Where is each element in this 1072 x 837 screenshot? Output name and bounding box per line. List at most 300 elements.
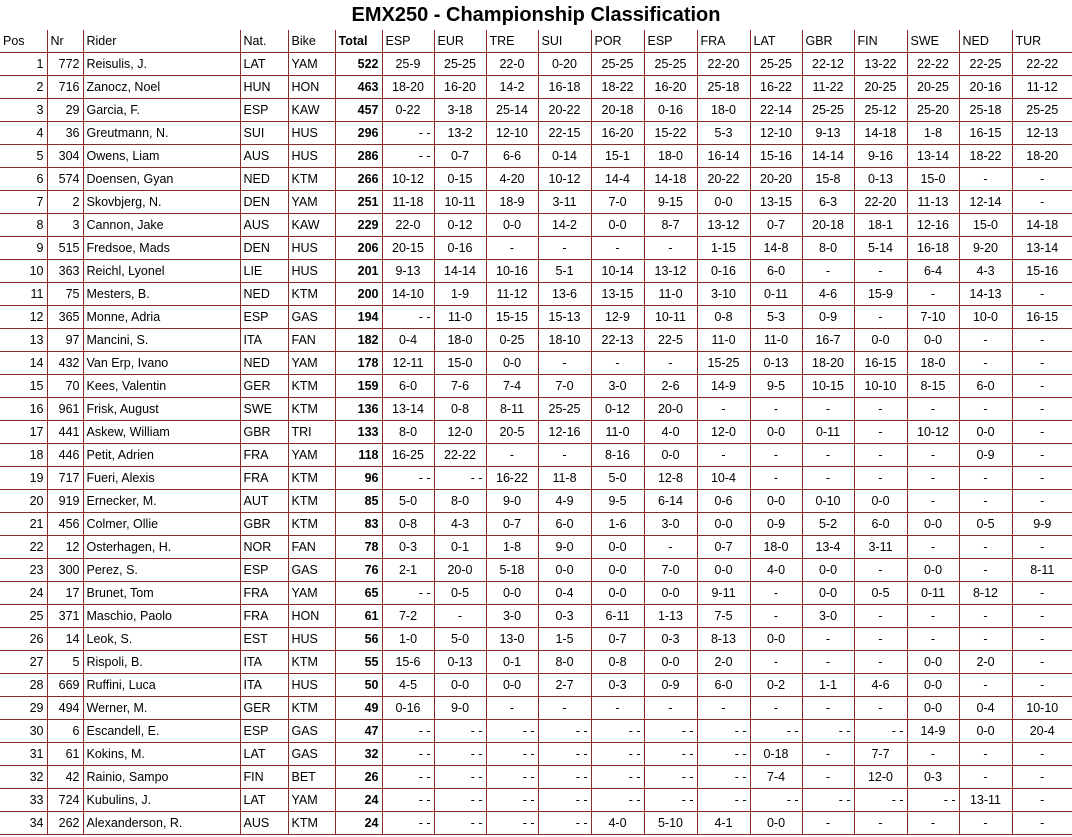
race-result: - -: [538, 766, 591, 789]
race-result: 25-25: [644, 53, 697, 76]
race-result: 16-25: [382, 444, 434, 467]
race-result: 22-22: [1012, 53, 1072, 76]
nationality-cell: AUS: [240, 145, 288, 168]
race-result: 6-0: [750, 260, 802, 283]
race-result: - -: [697, 743, 750, 766]
rider-name: Alexanderson, R.: [83, 812, 240, 835]
race-result: -: [1012, 283, 1072, 306]
race-result: -: [854, 421, 907, 444]
table-row: [0, 283, 1072, 306]
position-cell: 33: [0, 789, 47, 812]
race-result: 3-0: [802, 605, 854, 628]
race-result: 0-7: [434, 145, 486, 168]
column-header[interactable]: SWE: [907, 30, 959, 53]
race-result: 9-13: [802, 122, 854, 145]
total-points: 178: [335, 352, 382, 375]
total-points: 457: [335, 99, 382, 122]
race-result: 0-14: [538, 145, 591, 168]
total-points: 251: [335, 191, 382, 214]
column-header[interactable]: FIN: [854, 30, 907, 53]
race-result: - -: [486, 789, 538, 812]
table-row: [0, 398, 1072, 421]
race-result: 0-0: [907, 674, 959, 697]
position-cell: 6: [0, 168, 47, 191]
race-result: 13-12: [644, 260, 697, 283]
race-result: -: [1012, 467, 1072, 490]
race-result: 0-15: [434, 168, 486, 191]
total-points: 296: [335, 122, 382, 145]
nationality-cell: GBR: [240, 513, 288, 536]
nationality-cell: LAT: [240, 789, 288, 812]
position-cell: 4: [0, 122, 47, 145]
rider-name: Werner, M.: [83, 697, 240, 720]
position-cell: 26: [0, 628, 47, 651]
race-result: - -: [382, 467, 434, 490]
nationality-cell: FRA: [240, 605, 288, 628]
race-result: 0-0: [907, 697, 959, 720]
race-result: 10-12: [907, 421, 959, 444]
nationality-cell: LIE: [240, 260, 288, 283]
total-points: 47: [335, 720, 382, 743]
race-result: - -: [382, 145, 434, 168]
race-result: 3-18: [434, 99, 486, 122]
race-result: -: [959, 352, 1012, 375]
column-header[interactable]: ESP: [382, 30, 434, 53]
race-result: -: [959, 766, 1012, 789]
bike-cell: KTM: [288, 375, 335, 398]
race-result: 18-9: [486, 191, 538, 214]
nationality-cell: GER: [240, 375, 288, 398]
column-header[interactable]: SUI: [538, 30, 591, 53]
race-result: 15-1: [591, 145, 644, 168]
race-result: -: [697, 697, 750, 720]
race-result: -: [802, 628, 854, 651]
total-points: 61: [335, 605, 382, 628]
total-points: 26: [335, 766, 382, 789]
rider-name: Rainio, Sampo: [83, 766, 240, 789]
race-result: 20-18: [802, 214, 854, 237]
race-result: 13-4: [802, 536, 854, 559]
race-result: -: [802, 651, 854, 674]
race-result: - -: [382, 766, 434, 789]
table-row: [0, 490, 1072, 513]
race-result: 1-15: [697, 237, 750, 260]
nationality-cell: ITA: [240, 674, 288, 697]
race-result: 2-1: [382, 559, 434, 582]
column-header[interactable]: LAT: [750, 30, 802, 53]
race-result: -: [486, 237, 538, 260]
header-row: [0, 30, 1072, 53]
race-result: 25-25: [538, 398, 591, 421]
table-row: [0, 651, 1072, 674]
race-result: - -: [538, 789, 591, 812]
total-points: 206: [335, 237, 382, 260]
race-result: 18-22: [959, 145, 1012, 168]
race-result: 16-18: [538, 76, 591, 99]
table-row: [0, 352, 1072, 375]
race-result: 8-13: [697, 628, 750, 651]
race-result: 5-10: [644, 812, 697, 835]
race-result: -: [1012, 812, 1072, 835]
race-result: -: [907, 467, 959, 490]
race-result: 0-3: [907, 766, 959, 789]
number-cell: 456: [47, 513, 83, 536]
rider-name: Leok, S.: [83, 628, 240, 651]
race-result: 15-8: [802, 168, 854, 191]
number-cell: 363: [47, 260, 83, 283]
race-result: 7-7: [854, 743, 907, 766]
column-header[interactable]: FRA: [697, 30, 750, 53]
race-result: 25-9: [382, 53, 434, 76]
rider-name: Reisulis, J.: [83, 53, 240, 76]
race-result: 0-0: [854, 329, 907, 352]
race-result: 16-20: [644, 76, 697, 99]
race-result: 0-8: [591, 651, 644, 674]
race-result: 13-6: [538, 283, 591, 306]
race-result: 13-14: [907, 145, 959, 168]
column-header[interactable]: POR: [591, 30, 644, 53]
position-cell: 16: [0, 398, 47, 421]
race-result: -: [591, 352, 644, 375]
race-result: 1-8: [486, 536, 538, 559]
number-cell: 772: [47, 53, 83, 76]
race-result: -: [591, 697, 644, 720]
race-result: -: [802, 697, 854, 720]
race-result: 20-5: [486, 421, 538, 444]
total-points: 463: [335, 76, 382, 99]
position-cell: 21: [0, 513, 47, 536]
race-result: 0-7: [591, 628, 644, 651]
race-result: -: [907, 743, 959, 766]
race-result: - -: [750, 789, 802, 812]
column-header[interactable]: Nat.: [240, 30, 288, 53]
table-row: [0, 513, 1072, 536]
column-header[interactable]: Bike: [288, 30, 335, 53]
race-result: - -: [697, 789, 750, 812]
race-result: 6-0: [959, 375, 1012, 398]
position-cell: 30: [0, 720, 47, 743]
column-header[interactable]: TUR: [1012, 30, 1072, 53]
column-header[interactable]: NED: [959, 30, 1012, 53]
number-cell: 29: [47, 99, 83, 122]
race-result: 0-0: [644, 651, 697, 674]
race-result: 12-16: [907, 214, 959, 237]
race-result: -: [959, 743, 1012, 766]
total-points: 194: [335, 306, 382, 329]
table-row: [0, 582, 1072, 605]
race-result: -: [854, 444, 907, 467]
race-result: - -: [591, 720, 644, 743]
race-result: 20-25: [854, 76, 907, 99]
race-result: - -: [591, 743, 644, 766]
total-points: 50: [335, 674, 382, 697]
number-cell: 36: [47, 122, 83, 145]
race-result: 14-14: [802, 145, 854, 168]
race-result: 4-20: [486, 168, 538, 191]
race-result: 9-11: [697, 582, 750, 605]
race-result: 15-0: [959, 214, 1012, 237]
race-result: - -: [382, 306, 434, 329]
race-result: -: [486, 444, 538, 467]
nationality-cell: FRA: [240, 467, 288, 490]
race-result: -: [959, 467, 1012, 490]
race-result: 1-6: [591, 513, 644, 536]
race-result: - -: [538, 720, 591, 743]
nationality-cell: DEN: [240, 237, 288, 260]
race-result: 22-20: [697, 53, 750, 76]
race-result: 5-18: [486, 559, 538, 582]
table-row: [0, 168, 1072, 191]
nationality-cell: NED: [240, 283, 288, 306]
rider-name: Fredsoe, Mads: [83, 237, 240, 260]
race-result: 16-7: [802, 329, 854, 352]
race-result: 10-14: [591, 260, 644, 283]
race-result: 13-0: [486, 628, 538, 651]
total-points: 24: [335, 812, 382, 835]
race-result: - -: [382, 812, 434, 835]
race-result: - -: [434, 812, 486, 835]
rider-name: Kokins, M.: [83, 743, 240, 766]
race-result: 18-20: [1012, 145, 1072, 168]
total-points: 118: [335, 444, 382, 467]
race-result: 1-8: [907, 122, 959, 145]
position-cell: 10: [0, 260, 47, 283]
race-result: 0-0: [591, 536, 644, 559]
race-result: 12-8: [644, 467, 697, 490]
bike-cell: KTM: [288, 651, 335, 674]
race-result: 0-0: [486, 674, 538, 697]
rider-name: Mancini, S.: [83, 329, 240, 352]
position-cell: 28: [0, 674, 47, 697]
race-result: 20-4: [1012, 720, 1072, 743]
race-result: -: [1012, 191, 1072, 214]
race-result: -: [802, 467, 854, 490]
column-header[interactable]: TRE: [486, 30, 538, 53]
column-header[interactable]: Nr: [47, 30, 83, 53]
race-result: 13-11: [959, 789, 1012, 812]
total-points: 78: [335, 536, 382, 559]
race-result: 0-3: [644, 628, 697, 651]
race-result: 0-3: [538, 605, 591, 628]
race-result: -: [750, 605, 802, 628]
number-cell: 12: [47, 536, 83, 559]
race-result: 6-3: [802, 191, 854, 214]
number-cell: 304: [47, 145, 83, 168]
race-result: 1-13: [644, 605, 697, 628]
position-cell: 7: [0, 191, 47, 214]
race-result: 0-8: [697, 306, 750, 329]
race-result: 0-3: [382, 536, 434, 559]
race-result: 18-0: [697, 99, 750, 122]
race-result: 14-9: [907, 720, 959, 743]
bike-cell: KTM: [288, 283, 335, 306]
race-result: 9-5: [591, 490, 644, 513]
bike-cell: HON: [288, 605, 335, 628]
total-points: 200: [335, 283, 382, 306]
nationality-cell: FRA: [240, 444, 288, 467]
bike-cell: KTM: [288, 168, 335, 191]
race-result: 0-13: [434, 651, 486, 674]
rider-name: Kees, Valentin: [83, 375, 240, 398]
race-result: -: [1012, 674, 1072, 697]
bike-cell: KAW: [288, 99, 335, 122]
position-cell: 15: [0, 375, 47, 398]
race-result: 0-0: [907, 329, 959, 352]
race-result: - -: [434, 789, 486, 812]
race-result: - -: [382, 789, 434, 812]
total-points: 32: [335, 743, 382, 766]
bike-cell: FAN: [288, 536, 335, 559]
race-result: - -: [486, 743, 538, 766]
rider-name: Perez, S.: [83, 559, 240, 582]
race-result: -: [1012, 651, 1072, 674]
race-result: -: [1012, 605, 1072, 628]
race-result: - -: [486, 720, 538, 743]
race-result: 0-0: [802, 559, 854, 582]
race-result: 10-10: [1012, 697, 1072, 720]
race-result: -: [959, 168, 1012, 191]
race-result: 12-13: [1012, 122, 1072, 145]
race-result: 16-20: [591, 122, 644, 145]
race-result: -: [802, 444, 854, 467]
number-cell: 3: [47, 214, 83, 237]
table-row: [0, 191, 1072, 214]
total-points: 24: [335, 789, 382, 812]
race-result: 0-25: [486, 329, 538, 352]
table-row: [0, 145, 1072, 168]
race-result: -: [854, 812, 907, 835]
race-result: -: [802, 766, 854, 789]
race-result: 13-12: [697, 214, 750, 237]
race-result: 0-5: [434, 582, 486, 605]
total-points: 76: [335, 559, 382, 582]
race-result: 11-0: [697, 329, 750, 352]
race-result: -: [750, 582, 802, 605]
race-result: 20-0: [434, 559, 486, 582]
race-result: 22-13: [591, 329, 644, 352]
race-result: 22-0: [382, 214, 434, 237]
position-cell: 12: [0, 306, 47, 329]
race-result: 18-1: [854, 214, 907, 237]
race-result: 10-15: [802, 375, 854, 398]
race-result: 3-0: [486, 605, 538, 628]
race-result: 11-0: [591, 421, 644, 444]
column-header[interactable]: Rider: [83, 30, 240, 53]
table-row: [0, 697, 1072, 720]
race-result: 22-15: [538, 122, 591, 145]
race-result: -: [644, 237, 697, 260]
race-result: 0-0: [854, 490, 907, 513]
classification-table: [0, 30, 1072, 835]
race-result: 25-18: [697, 76, 750, 99]
race-result: 4-5: [382, 674, 434, 697]
position-cell: 34: [0, 812, 47, 835]
race-result: 11-12: [1012, 76, 1072, 99]
nationality-cell: GER: [240, 697, 288, 720]
race-result: 25-25: [802, 99, 854, 122]
race-result: 20-16: [959, 76, 1012, 99]
table-row: [0, 375, 1072, 398]
race-result: 12-9: [591, 306, 644, 329]
nationality-cell: AUS: [240, 214, 288, 237]
race-result: 20-18: [591, 99, 644, 122]
race-result: 8-12: [959, 582, 1012, 605]
position-cell: 22: [0, 536, 47, 559]
number-cell: 75: [47, 283, 83, 306]
race-result: 0-4: [959, 697, 1012, 720]
race-result: 0-1: [486, 651, 538, 674]
race-result: 3-0: [591, 375, 644, 398]
race-result: 18-20: [802, 352, 854, 375]
race-result: - -: [644, 743, 697, 766]
race-result: 0-20: [538, 53, 591, 76]
number-cell: 494: [47, 697, 83, 720]
column-header[interactable]: ESP: [644, 30, 697, 53]
race-result: -: [1012, 375, 1072, 398]
nationality-cell: AUS: [240, 812, 288, 835]
nationality-cell: ESP: [240, 99, 288, 122]
race-result: -: [1012, 743, 1072, 766]
race-result: 14-4: [591, 168, 644, 191]
total-points: 55: [335, 651, 382, 674]
race-result: - -: [382, 582, 434, 605]
race-result: 7-4: [750, 766, 802, 789]
race-result: 0-12: [434, 214, 486, 237]
bike-cell: KAW: [288, 214, 335, 237]
number-cell: 300: [47, 559, 83, 582]
number-cell: 716: [47, 76, 83, 99]
race-result: 9-16: [854, 145, 907, 168]
number-cell: 961: [47, 398, 83, 421]
race-result: 12-14: [959, 191, 1012, 214]
race-result: 8-0: [538, 651, 591, 674]
nationality-cell: LAT: [240, 53, 288, 76]
column-header[interactable]: EUR: [434, 30, 486, 53]
total-points: 136: [335, 398, 382, 421]
rider-name: Garcia, F.: [83, 99, 240, 122]
table-body: [0, 53, 1072, 835]
column-header[interactable]: GBR: [802, 30, 854, 53]
race-result: 18-20: [382, 76, 434, 99]
number-cell: 97: [47, 329, 83, 352]
race-result: -: [1012, 536, 1072, 559]
race-result: 12-0: [697, 421, 750, 444]
bike-cell: YAM: [288, 444, 335, 467]
total-points: 182: [335, 329, 382, 352]
race-result: 0-0: [591, 214, 644, 237]
rider-name: Frisk, August: [83, 398, 240, 421]
rider-name: Rispoli, B.: [83, 651, 240, 674]
race-result: -: [802, 812, 854, 835]
race-result: 0-1: [434, 536, 486, 559]
race-result: -: [907, 444, 959, 467]
race-result: 12-10: [486, 122, 538, 145]
column-header[interactable]: Total: [335, 30, 382, 53]
race-result: 7-10: [907, 306, 959, 329]
position-cell: 1: [0, 53, 47, 76]
column-header[interactable]: Pos: [0, 30, 47, 53]
table-row: [0, 260, 1072, 283]
race-result: 11-22: [802, 76, 854, 99]
table-row: [0, 766, 1072, 789]
race-result: 16-15: [959, 122, 1012, 145]
race-result: 8-16: [591, 444, 644, 467]
table-row: [0, 306, 1072, 329]
race-result: 5-2: [802, 513, 854, 536]
race-result: - -: [697, 766, 750, 789]
race-result: 6-0: [854, 513, 907, 536]
race-result: 6-0: [382, 375, 434, 398]
